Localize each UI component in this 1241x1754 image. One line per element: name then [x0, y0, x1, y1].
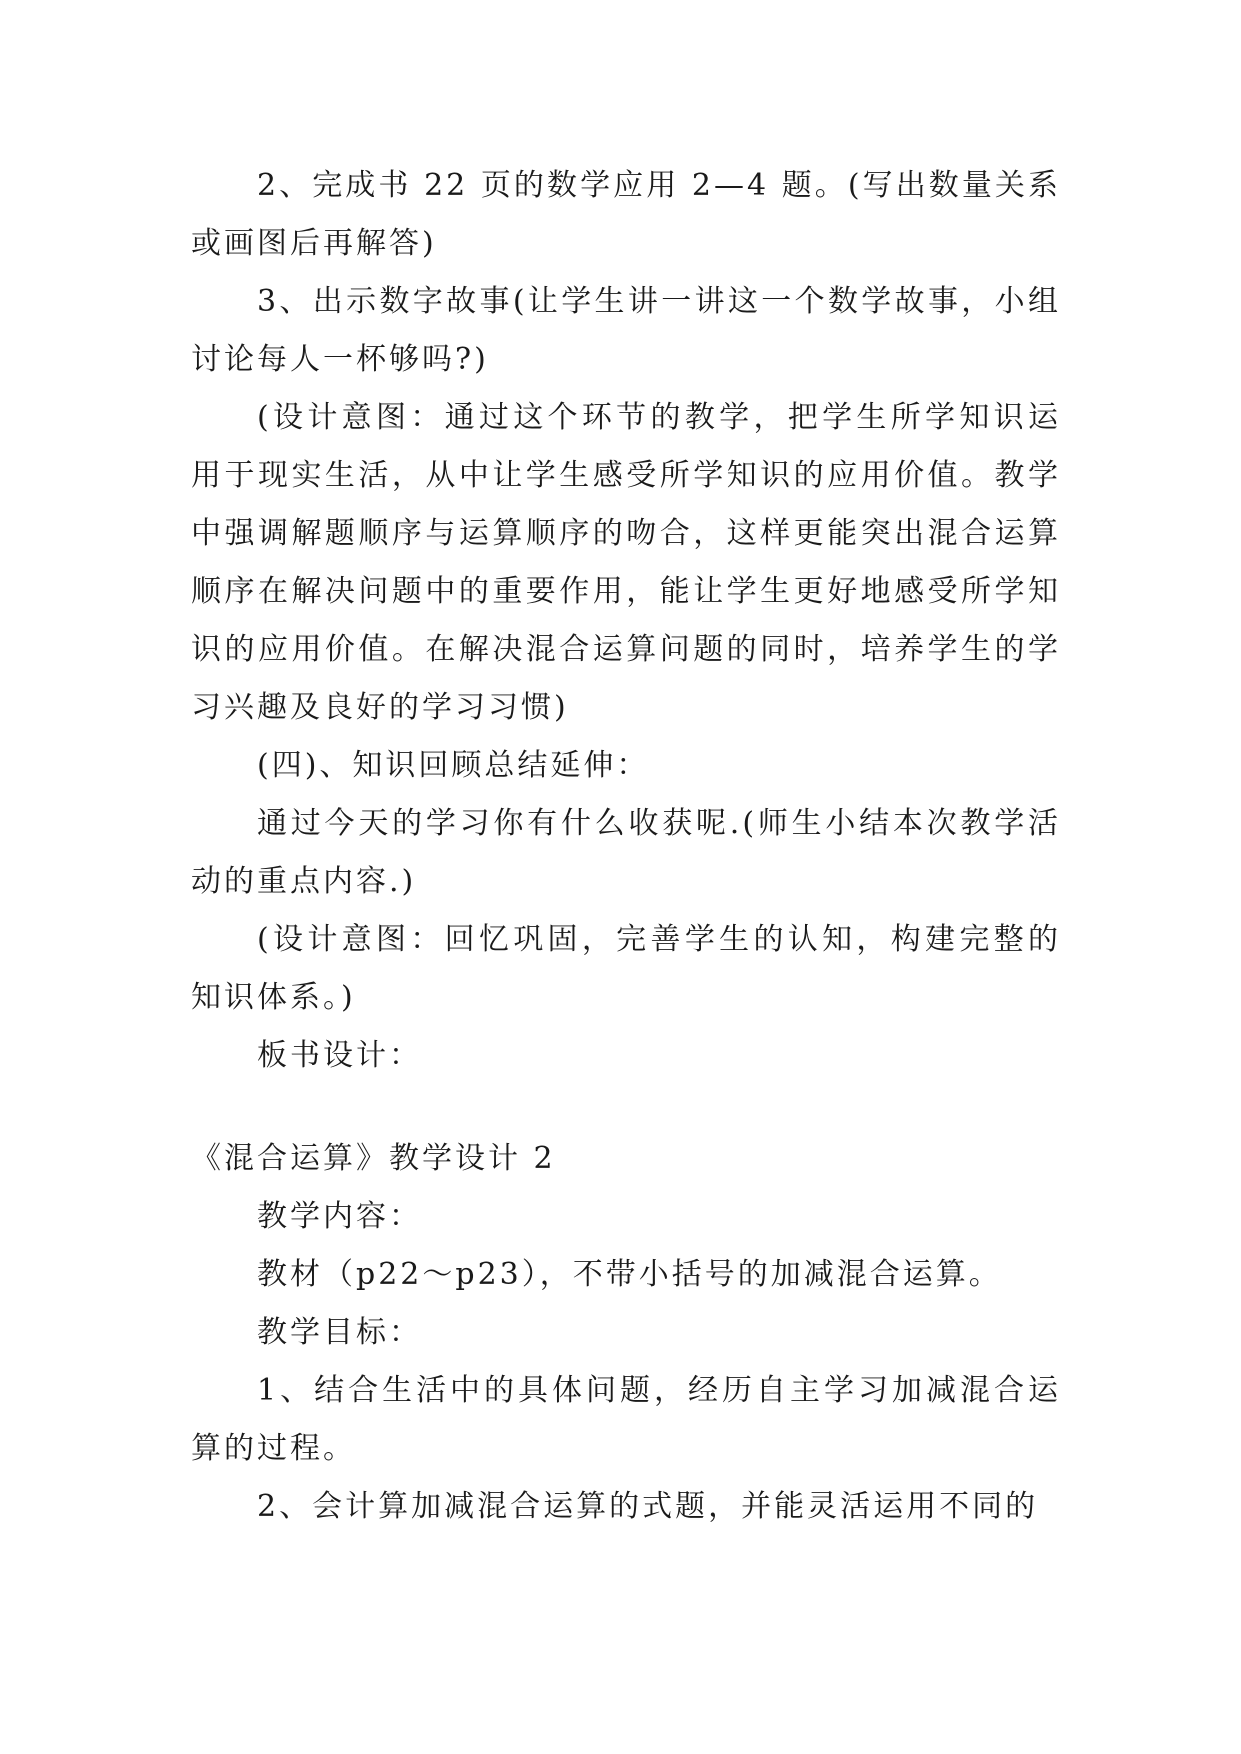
paragraph-design-intent-1: (设计意图：通过这个环节的教学，把学生所学知识运用于现实生活，从中让学生感受所学知识的应用价值。教学中强调解题顺序与运算顺序的吻合，这样更能突出混合运算顺序在解决问题中的重要作用，能让学生更好地感受所学知识的应用价值。在解决混合运算问题的同时，培养学生的学习兴趣及良好的学习习惯)	[191, 400, 1061, 725]
paragraph-content-heading: 教学内容：	[257, 1199, 422, 1234]
section-teaching-design-2	[191, 1130, 1061, 1536]
paragraph-design-intent-2: (设计意图：回忆巩固，完善学生的认知，构建完整的知识体系。)	[191, 922, 1061, 1015]
paragraph-review-heading: (四)、知识回顾总结延伸：	[257, 748, 650, 783]
section-title: 《混合运算》教学设计 2	[191, 1141, 556, 1176]
paragraph-goals-heading: 教学目标：	[257, 1315, 422, 1350]
paragraph-goal-2: 2、会计算加减混合运算的式题，并能灵活运用不同的	[257, 1489, 1039, 1524]
paragraph-exercise-3: 3、出示数字故事(让学生讲一讲这一个数学故事，小组讨论每人一杯够吗?)	[191, 284, 1061, 377]
paragraph-exercise-2: 2、完成书 22 页的数学应用 2—4 题。(写出数量关系或画图后再解答)	[191, 168, 1061, 261]
paragraph-textbook: 教材（p22～p23），不带小括号的加减混合运算。	[257, 1257, 1002, 1292]
section-continuation	[191, 157, 1061, 1085]
paragraph-summary: 通过今天的学习你有什么收获呢.(师生小结本次教学活动的重点内容.)	[191, 806, 1061, 899]
paragraph-goal-1: 1、结合生活中的具体问题，经历自主学习加减混合运算的过程。	[191, 1373, 1061, 1466]
paragraph-board-design: 板书设计：	[257, 1038, 422, 1073]
